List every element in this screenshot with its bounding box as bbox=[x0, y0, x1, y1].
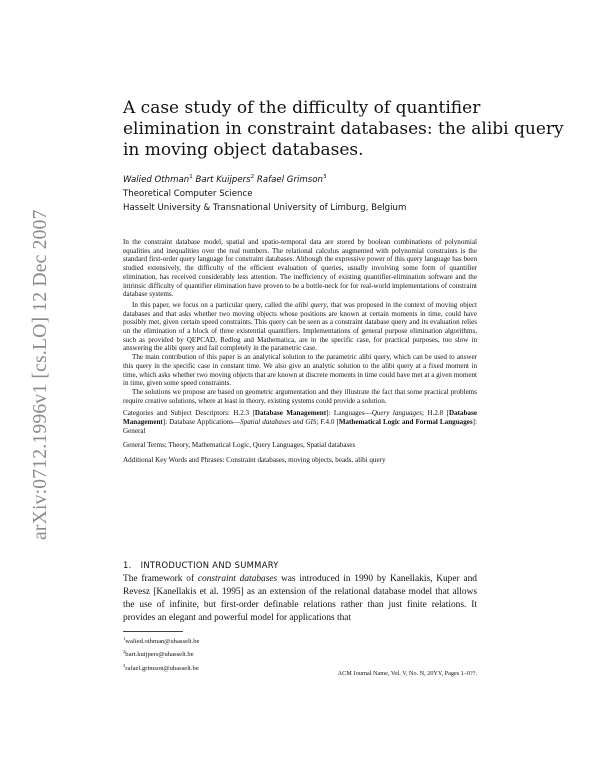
affiliation: Theoretical Computer Science bbox=[123, 188, 253, 199]
intro-paragraph: The framework of constraint databases was introduced in 1990 by Kanellakis, Kuper and Revesz [Kanellakis et al. 1995] as an extension of the relational database model that allows the use of infinite, but first-order definable relations rather than just finite relations. It provides an elegant and powerful model for applications that bbox=[123, 574, 477, 623]
footnote-divider bbox=[123, 631, 183, 632]
section-number: 1. bbox=[123, 560, 132, 570]
general-terms: General Terms: Theory, Mathematical Logic, Query Languages, Spatial databases bbox=[123, 441, 356, 450]
categories-descriptors: Categories and Subject Descriptors: H.2.3 [Database Management]: Languages—Query languages; H.2.8 [Database Management]: Database Applications—Spatial databases and GIS; F.4.0 [Mathematical Logic and Formal Languages]: General bbox=[123, 409, 477, 435]
arxiv-identifier: arXiv:0712.1996v1 [cs.LO] 12 Dec 2007 bbox=[30, 209, 51, 540]
footnote: $^1$walied.othman@uhasselt.be bbox=[123, 636, 200, 646]
abstract-paragraph: In this paper, we focus on a particular query, called the alibi query, that was proposed in the context of moving object databases and that asks whether two moving objects whose positions are known at certain moments in time, could have possibly met, given certain speed constraints. This query can be seen as a constraint database query and its evaluation relies on the elimination of a block of three existential quantifiers. Implementations of general purpose elimination algorithms, such as provided by QEPCAD, Redlog and Mathematica, are in the specific case, for practical purposes, too slow in answering the alibi query and fail completely in the parametric case. bbox=[123, 300, 477, 353]
author-footnote-mark: 2 bbox=[250, 174, 255, 180]
abstract bbox=[123, 238, 477, 465]
emphasis: alibi query bbox=[295, 300, 327, 309]
footnote: $^2$bart.kuijpers@uhasselt.be bbox=[123, 649, 194, 659]
footnote: $^3$rafael.grimson@uhasselt.be bbox=[123, 662, 199, 673]
author-name: Walied Othman bbox=[123, 174, 190, 185]
abstract-paragraph: The main contribution of this paper is an analytical solution to the parametric alibi query, which can be used to answer this query in the specific case in constant time. We also give an analytic solution to the alibi query at a fixed moment in time, which asks whether two moving objects that are known at discrete moments in time could have met at a given moment in time, given some speed constraints. bbox=[123, 353, 477, 388]
keywords: Additional Key Words and Phrases: Constraint databases, moving objects, beads, alibi query bbox=[123, 456, 386, 465]
footnotes bbox=[123, 634, 200, 674]
emphasis: constraint databases bbox=[197, 574, 278, 584]
abstract-paragraph: The solutions we propose are based on geometric argumentation and they illustrate the fact that some practical problems require creative solutions, where at least in theory, existing systems could provide a solution. bbox=[123, 387, 477, 405]
author-names bbox=[123, 170, 406, 187]
author-block bbox=[123, 170, 406, 215]
section-title: INTRODUCTION AND SUMMARY bbox=[140, 560, 279, 570]
title-line: elimination in constraint databases: the alibi query bbox=[123, 119, 564, 139]
author-footnote-mark: 1 bbox=[189, 174, 193, 180]
intro-text bbox=[123, 573, 477, 625]
running-footer: ACM Journal Name, Vol. V, No. N, 20YY, Pages 1–0??. bbox=[337, 670, 477, 677]
paper-title bbox=[123, 98, 564, 161]
section-heading bbox=[123, 560, 279, 570]
author-footnote-mark: 3 bbox=[322, 174, 327, 180]
title-line: A case study of the difficulty of quantifier bbox=[123, 98, 481, 118]
author-name: Rafael Grimson bbox=[256, 174, 323, 185]
affiliation: Hasselt University & Transnational University of Limburg, Belgium bbox=[123, 202, 407, 213]
title-line: in moving object databases. bbox=[123, 140, 364, 160]
author-name: Bart Kuijpers bbox=[195, 174, 251, 185]
abstract-paragraph: In the constraint database model, spatial and spatio-temporal data are stored by boolean combinations of polynomial equalities and inequalities over the real numbers. The relational calculus augmented with polynomial constraints is the standard first-order query language for constraint databases. Although the expressive power of this query language has been studied extensively, the difficulty of the efficient evaluation of queries, usually involving some form of quantifier elimination, has received considerably less attention. The inefficiency of existing quantifier-elimination software and the intrinsic difficulty of quantifier elimination have proven to be a bottle-neck for for real-world implementations of constraint database systems. bbox=[123, 238, 477, 299]
